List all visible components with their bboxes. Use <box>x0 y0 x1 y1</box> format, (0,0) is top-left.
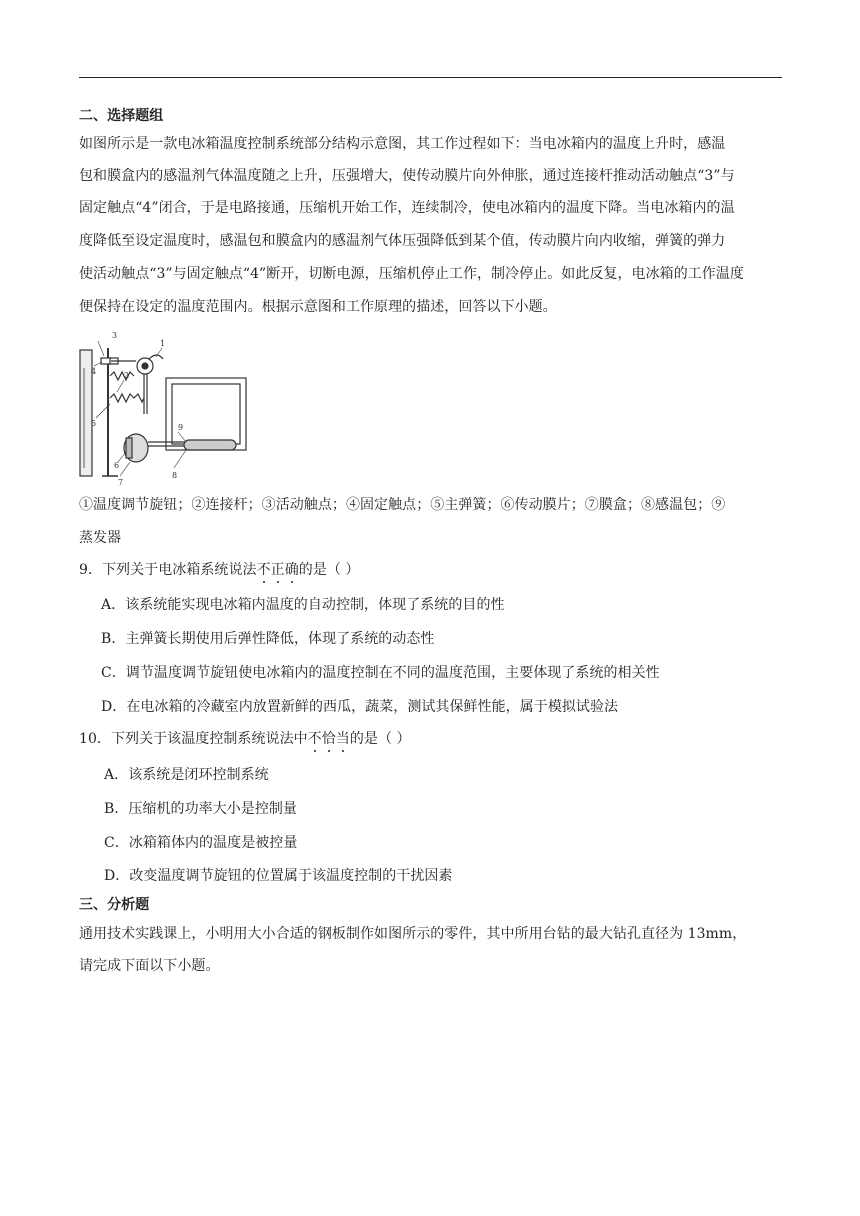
header-rule <box>79 77 782 78</box>
analysis-text-line: 通用技术实践课上，小明用大小合适的钢板制作如图所示的零件，其中所用台钻的最大钻孔直径为 13mm， <box>79 926 747 942</box>
legend-line: 蒸发器 <box>79 530 122 546</box>
section3-title: 三、分析题 <box>79 897 150 913</box>
figure-label: 1 <box>160 339 166 348</box>
emphasis-char: 不 <box>256 562 271 578</box>
section2-title: 二、选择题组 <box>79 108 164 124</box>
emphasis-char: 确 <box>284 562 299 578</box>
question-10-stem-start: 10．下列关于该温度控制系统说法中 <box>79 731 308 747</box>
passage-line: 包和膜盒内的感温剂气体温度随之上升，压强增大，使传动膜片向外伸胀，通过连接杆推动活动触点“3”与 <box>79 168 735 184</box>
figure-label: 6 <box>114 461 120 470</box>
figure-label: 2 <box>124 371 130 380</box>
option-c: C．调节温度调节旋钮使电冰箱内的温度控制在不同的温度范围，主要体现了系统的相关性 <box>101 665 660 681</box>
option-b: B．压缩机的功率大小是控制量 <box>104 801 297 817</box>
question-9-stem-end: 的是（ ） <box>298 562 360 578</box>
option-a: A．该系统是闭环控制系统 <box>104 767 269 783</box>
option-d: D．改变温度调节旋钮的位置属于该温度控制的干扰因素 <box>104 868 453 884</box>
option-d: D．在电冰箱的冷藏室内放置新鲜的西瓜，蔬菜，测试其保鲜性能，属于模拟试验法 <box>101 699 619 715</box>
figure-label: 3 <box>112 331 118 340</box>
figure-label: 7 <box>118 478 124 487</box>
figure-label: 5 <box>91 419 97 428</box>
emphasis-char: 不 <box>307 731 322 747</box>
question-10-stem <box>79 729 411 749</box>
option-b: B．主弹簧长期使用后弹性降低，体现了系统的动态性 <box>101 631 435 647</box>
emphasis-char: 当 <box>335 731 350 747</box>
thermostat-schematic <box>74 328 254 488</box>
analysis-text-line: 请完成下面以下小题。 <box>79 958 220 974</box>
figure-label: 8 <box>172 471 178 480</box>
passage-line: 度降低至设定温度时，感温包和膜盒内的感温剂气体压强降低到某个值，传动膜片向内收缩，弹簧的弹力 <box>79 233 726 249</box>
passage-line: 使活动触点“3”与固定触点“4”断开，切断电源，压缩机停止工作，制冷停止。如此反复，电冰箱的工作温度 <box>79 266 744 282</box>
emphasis-char: 恰 <box>321 731 336 747</box>
option-a: A．该系统能实现电冰箱内温度的自动控制，体现了系统的目的性 <box>101 597 505 613</box>
question-10-stem-end: 的是（ ） <box>349 731 411 747</box>
question-9-stem-start: 9．下列关于电冰箱系统说法 <box>79 562 257 578</box>
legend-line: ①温度调节旋钮；②连接杆；③活动触点；④固定触点；⑤主弹簧；⑥传动膜片；⑦膜盒；⑧感温包；⑨ <box>79 497 726 513</box>
passage-line: 便保持在设定的温度范围内。根据示意图和工作原理的描述，回答以下小题。 <box>79 299 557 315</box>
figure-label: 4 <box>91 367 97 376</box>
passage-line: 如图所示是一款电冰箱温度控制系统部分结构示意图，其工作过程如下：当电冰箱内的温度上升时，感温 <box>79 136 726 152</box>
passage-line: 固定触点“4”闭合，于是电路接通，压缩机开始工作，连续制冷，使电冰箱内的温度下降。当电冰箱内的温 <box>79 200 735 216</box>
question-9-stem <box>79 560 359 580</box>
emphasis-char: 正 <box>270 562 285 578</box>
figure-label: 9 <box>178 423 184 432</box>
option-c: C．冰箱箱体内的温度是被控量 <box>104 835 298 851</box>
